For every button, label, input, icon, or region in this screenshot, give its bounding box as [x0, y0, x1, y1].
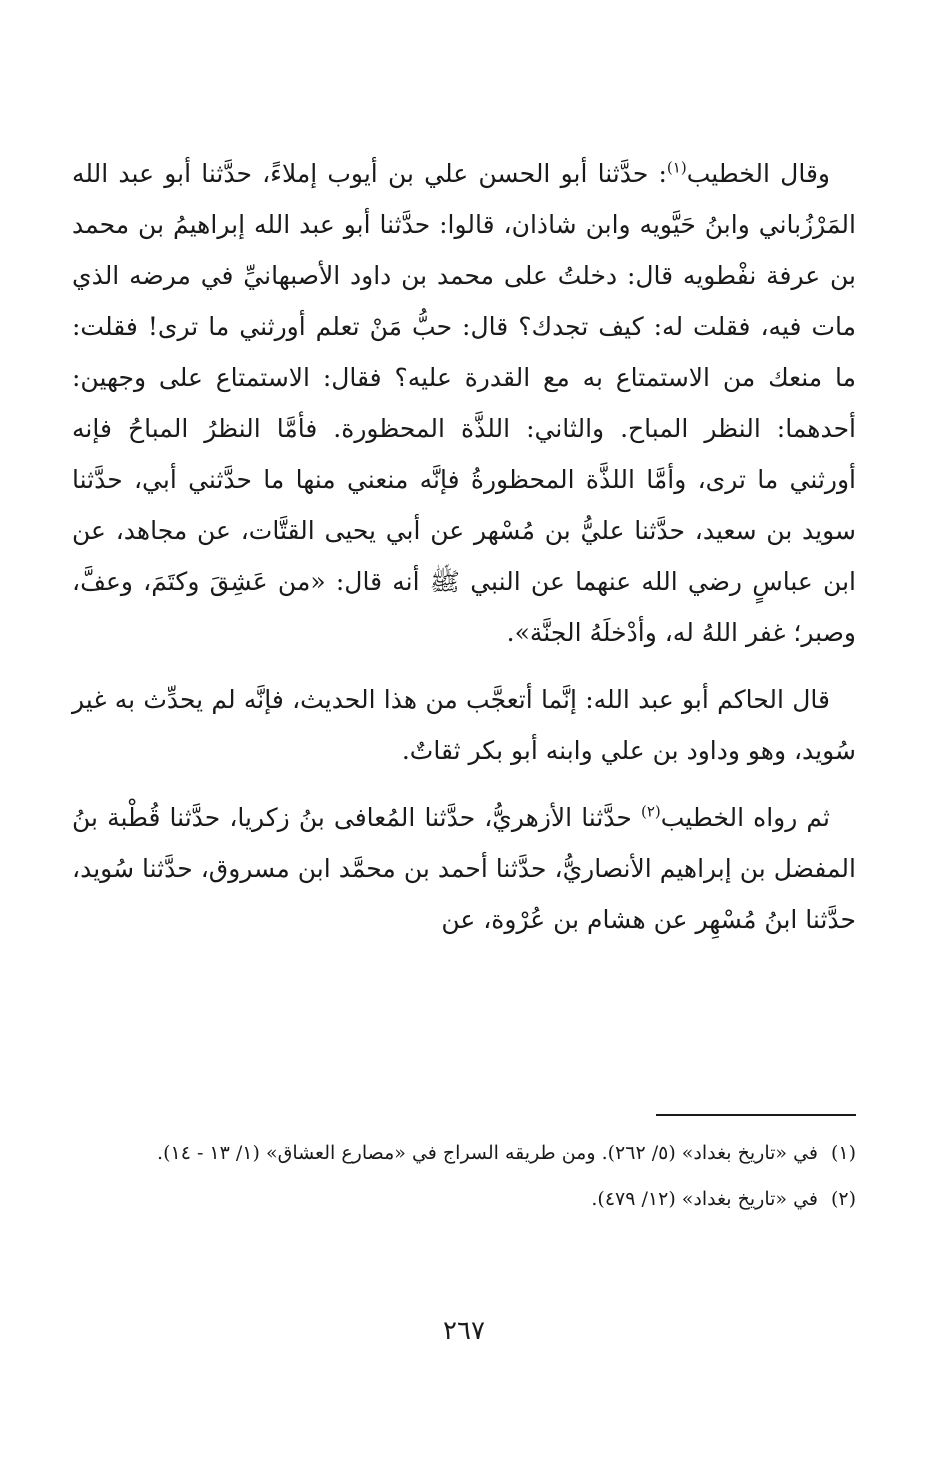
footnote-separator [656, 1114, 856, 1116]
page-number: ٢٦٧ [443, 1316, 485, 1346]
paragraph-text: قال الحاكم أبو عبد الله: إنَّما أتعجَّب من هذا الحديث، فإنَّه لم يحدِّث به غير سُويد، وهو وداود بن علي وابنه أبو بكر ثقاتٌ. [72, 685, 856, 765]
footnote [72, 1180, 856, 1218]
footnote [72, 1134, 856, 1172]
footnote-reference: (٢) [640, 802, 661, 821]
footnote-text: في «تاريخ بغداد» (١٢/ ٤٧٩). [591, 1188, 818, 1210]
paragraph [72, 148, 856, 658]
paragraph [72, 792, 856, 945]
paragraph-text: حدَّثنا الأزهريُّ، حدَّثنا المُعافى بنُ زكريا، حدَّثنا قُطْبة بنُ المفضل بن إبراهيم الأنصاريُّ، حدَّثنا أحمد بن محمَّد ابن مسروق، حدَّثنا سُويد، حدَّثنا ابنُ مُسْهِر عن هشام بن عُرْوة، عن [72, 803, 856, 934]
footnote-text: في «تاريخ بغداد» (٥/ ٢٦٢). ومن طريقه السراج في «مصارع العشاق» (١/ ١٣ - ١٤). [157, 1142, 818, 1164]
main-text [72, 148, 856, 961]
paragraph-text: ثم رواه الخطيب [660, 803, 830, 832]
paragraph-text: : حدَّثنا أبو الحسن علي بن أيوب إملاءً، حدَّثنا أبو عبد الله المَرْزُباني وابنُ حَيَّويه وابن شاذان، قالوا: حدَّثنا أبو عبد الله إبراهيمُ بن محمد بن عرفة نفْطويه قال: دخلتُ على محمد بن داود الأصبهانيِّ في مرضه الذي مات فيه، فقلت له: كيف تجدك؟ قال: حبُّ مَنْ تعلم أورثني ما ترى! فقلت: ما منعك من الاستمتاع به مع القدرة عليه؟ فقال: الاستمتاع على وجهين: أحدهما: النظر المباح. والثاني: اللذَّة المحظورة. فأمَّا النظرُ المباحُ فإنه أورثني ما ترى، وأمَّا اللذَّة المحظورةُ فإنَّه منعني منها ما حدَّثني أبي، حدَّثنا سويد بن سعيد، حدَّثنا عليُّ بن مُسْهر عن أبي يحيى القتَّات، عن مجاهد، عن ابن عباسٍ رضي الله عنهما عن النبي ﷺ أنه قال: «من عَشِقَ وكتَمَ، وعفَّ، وصبر؛ غفر اللهُ له، وأدْخلَهُ الجنَّة». [72, 159, 856, 647]
paragraph-text: وقال الخطيب [686, 159, 830, 188]
footnote-number: (٢) [830, 1188, 856, 1210]
paragraph [72, 674, 856, 776]
footnotes [72, 1134, 856, 1226]
footnote-reference: (١) [666, 158, 687, 177]
footnote-number: (١) [830, 1142, 856, 1164]
